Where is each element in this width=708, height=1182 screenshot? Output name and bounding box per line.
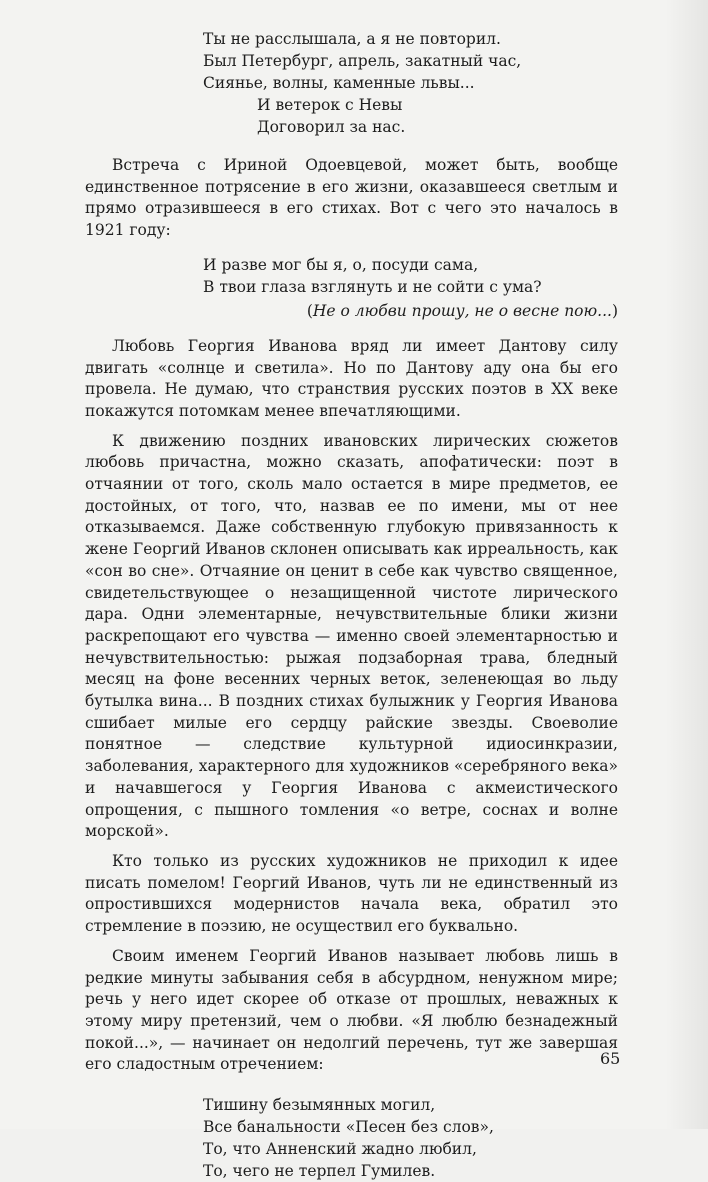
paragraph-4: Кто только из русских художников не приходил к идее писать помелом! Георгий Иванов, чуть ли не единственный из опростившихся модернистов начала века, обратил это стремление в поэзию, не осуществил его буквально. — [85, 851, 618, 936]
attribution-close-paren: ) — [611, 301, 618, 320]
verse-line: Все банальности «Песен без слов», — [203, 1118, 494, 1137]
verse-line: Ты не расслышала, а я не повторил. — [203, 30, 501, 48]
verse-stanza-3 — [203, 1094, 618, 1182]
verse-stanza-1 — [203, 28, 618, 138]
paragraph-3: К движению поздних ивановских лирических сюжетов любовь причастна, можно сказать, апофатически: поэт в отчаянии от того, сколь мало остается в мире предметов, ее достойных, от того, что, назвав ее по имени, мы от нее отказываемся. Даже собственную глубокую привязанность к жене Георгий Иванов склонен описывать как ирреальность, как «сон во сне». Отчаяние он ценит в себе как чувство священное, свидетельствующее о незащищенной чистоте лирического дара. Одни элементарные, нечувствительные блики жизни раскрепощают его чувства — именно своей элементарностью и нечувствительностью: рыжая подзаборная трава, бледный месяц на фоне весенних черных веток, зеленеющая во льду бутылка вина... В поздних стихах булыжник у Георгия Иванова сшибает милые его сердцу райские звезды. Своеволие понятное — следствие культурной идиосинкразии, заболевания, характерного для художников «серебряного века» и начавшегося у Георгия Иванова с акмеистического опрощения, с пышного томления «о ветре, соснах и волне морской». — [85, 431, 618, 841]
page-content — [85, 28, 621, 1182]
verse-line: И ветерок с Невы — [257, 96, 403, 114]
verse-line: И разве мог бы я, о, посуди сама, — [203, 255, 479, 274]
verse-line: То, что Анненский жадно любил, — [203, 1140, 477, 1159]
verse-line: Договорил за нас. — [257, 118, 406, 136]
verse-line: Был Петербург, апрель, закатный час, — [203, 52, 522, 70]
page-number: 65 — [600, 1049, 621, 1068]
paragraph-1: Встреча с Ириной Одоевцевой, может быть, вообще единственное потрясение в его жизни, оказавшееся светлым и прямо отразившееся в его стихах. Вот с чего это началось в 1921 году: — [85, 156, 618, 240]
verse-line: Тишину безымянных могил, — [203, 1096, 436, 1115]
verse-stanza-2 — [203, 254, 618, 298]
verse-line: Сиянье, волны, каменные львы... — [203, 74, 475, 92]
poem-attribution — [85, 300, 618, 322]
paragraph-5: Своим именем Георгий Иванов называет любовь лишь в редкие минуты забывания себя в абсурдном, ненужном мире; речь у него идет скорее об отказе от прошлых, неважных к этому миру претензий, чем о любви. «Я люблю безнадежный покой...», — начинает он недолгий перечень, тут же завершая его сладостным отречением: — [85, 946, 618, 1074]
attribution-title: Не о любви прошу, не о весне пою... — [312, 301, 612, 320]
attribution-open-paren: ( — [306, 301, 313, 320]
verse-line: То, чего не терпел Гумилев. — [203, 1162, 436, 1181]
paragraph-2: Любовь Георгия Иванова вряд ли имеет Дантову силу двигать «солнце и светила». Но по Дантову аду она бы его провела. Не думаю, что странствия русских поэтов в XX веке покажутся потомкам менее впечатляющими. — [85, 336, 618, 420]
verse-line: В твои глаза взглянуть и не сойти с ума? — [203, 277, 542, 296]
